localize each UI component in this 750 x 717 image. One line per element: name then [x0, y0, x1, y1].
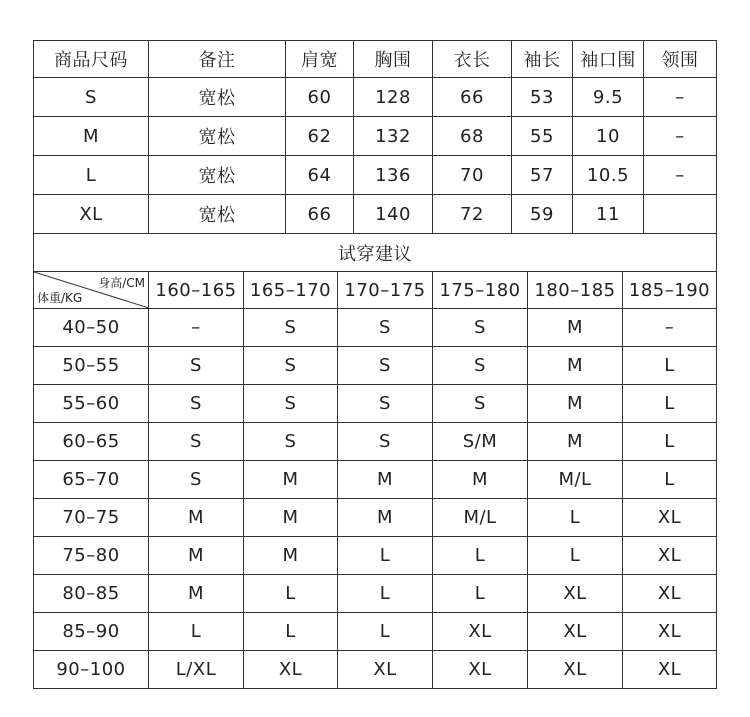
fit-size-cell: XL [622, 613, 717, 650]
fit-size-cell: M [148, 537, 243, 574]
fit-size-cell: L [622, 423, 717, 460]
fit-size-cell: L [337, 537, 432, 574]
sleeve-cell: 57 [511, 156, 572, 194]
fit-size-cell: L [432, 537, 527, 574]
fit-size-cell: S [243, 423, 337, 460]
fit-size-cell: L [243, 613, 337, 650]
fit-size-cell: – [622, 309, 717, 346]
header-sleeve: 袖长 [511, 41, 572, 77]
height-range-header: 175–180 [432, 272, 527, 308]
sleeve-cell: 53 [511, 78, 572, 116]
fit-size-cell: XL [527, 651, 622, 688]
fit-size-cell: L [243, 575, 337, 612]
fit-size-cell: M [527, 347, 622, 384]
fit-row [33, 613, 717, 651]
fit-size-cell: L [337, 575, 432, 612]
fit-guide-header-row [33, 272, 717, 309]
weight-cell: 40–50 [33, 309, 148, 346]
shoulder-cell: 60 [285, 78, 353, 116]
fit-size-cell: L [432, 575, 527, 612]
fit-size-cell: M [243, 537, 337, 574]
fit-size-cell: XL [622, 575, 717, 612]
fit-size-cell: M [337, 461, 432, 498]
fit-size-cell: S/M [432, 423, 527, 460]
header-size: 商品尺码 [33, 41, 148, 77]
size-cell: L [33, 156, 148, 194]
weight-cell: 55–60 [33, 385, 148, 422]
fit-size-cell: S [148, 385, 243, 422]
fit-size-cell: M [243, 461, 337, 498]
sleeve-cell: 59 [511, 195, 572, 233]
fit-size-cell: M [148, 499, 243, 536]
size-row [33, 156, 717, 195]
shoulder-cell: 64 [285, 156, 353, 194]
fit-row [33, 537, 717, 575]
fit-size-cell: XL [527, 613, 622, 650]
weight-cell: 60–65 [33, 423, 148, 460]
weight-cell: 50–55 [33, 347, 148, 384]
fit-size-cell: M [243, 499, 337, 536]
height-range-header: 185–190 [622, 272, 717, 308]
fit-row [33, 385, 717, 423]
note-cell: 宽松 [148, 195, 285, 233]
length-cell: 72 [432, 195, 511, 233]
fit-size-cell: S [432, 309, 527, 346]
fit-row [33, 347, 717, 385]
fit-size-cell: L [622, 461, 717, 498]
note-cell: 宽松 [148, 78, 285, 116]
note-cell: 宽松 [148, 156, 285, 194]
weight-cell: 70–75 [33, 499, 148, 536]
fit-size-cell: M [432, 461, 527, 498]
fit-guide-title: 试穿建议 [33, 234, 717, 271]
fit-size-cell: L [527, 499, 622, 536]
fit-size-cell: L/XL [148, 651, 243, 688]
fit-size-cell: XL [622, 651, 717, 688]
size-header-row [33, 40, 717, 78]
note-cell: 宽松 [148, 117, 285, 155]
size-chart [33, 40, 717, 689]
fit-size-cell: S [148, 423, 243, 460]
size-row [33, 117, 717, 156]
size-row [33, 195, 717, 234]
length-cell: 66 [432, 78, 511, 116]
collar-cell [643, 195, 717, 233]
fit-size-cell: S [432, 385, 527, 422]
size-row [33, 78, 717, 117]
height-range-header: 160–165 [148, 272, 243, 308]
weight-axis-label: 体重/KG [37, 291, 83, 305]
fit-size-cell: S [337, 309, 432, 346]
fit-size-cell: M [527, 309, 622, 346]
fit-size-cell: S [337, 347, 432, 384]
fit-size-cell: L [622, 385, 717, 422]
fit-size-cell: M/L [527, 461, 622, 498]
height-range-header: 180–185 [527, 272, 622, 308]
fit-row [33, 423, 717, 461]
height-axis-label: 身高/CM [98, 276, 145, 290]
fit-size-cell: S [432, 347, 527, 384]
fit-size-cell: XL [622, 499, 717, 536]
fit-size-cell: M/L [432, 499, 527, 536]
fit-size-cell: S [243, 347, 337, 384]
fit-size-cell: S [148, 347, 243, 384]
fit-size-cell: L [148, 613, 243, 650]
fit-size-cell: – [148, 309, 243, 346]
fit-size-cell: L [527, 537, 622, 574]
collar-cell: – [643, 156, 717, 194]
fit-row [33, 461, 717, 499]
fit-row [33, 651, 717, 689]
weight-cell: 65–70 [33, 461, 148, 498]
header-shoulder: 肩宽 [285, 41, 353, 77]
weight-cell: 90–100 [33, 651, 148, 688]
size-cell: XL [33, 195, 148, 233]
fit-size-cell: M [527, 423, 622, 460]
chest-cell: 136 [353, 156, 432, 194]
header-cuff: 袖口围 [572, 41, 643, 77]
corner-cell [33, 272, 148, 308]
fit-row [33, 309, 717, 347]
fit-size-cell: L [622, 347, 717, 384]
fit-size-cell: M [337, 499, 432, 536]
size-cell: S [33, 78, 148, 116]
cuff-cell: 11 [572, 195, 643, 233]
sleeve-cell: 55 [511, 117, 572, 155]
fit-guide-title-row [33, 234, 717, 272]
fit-size-cell: XL [243, 651, 337, 688]
header-chest: 胸围 [353, 41, 432, 77]
length-cell: 68 [432, 117, 511, 155]
length-cell: 70 [432, 156, 511, 194]
cuff-cell: 10.5 [572, 156, 643, 194]
fit-size-cell: XL [527, 575, 622, 612]
fit-size-cell: XL [432, 651, 527, 688]
weight-cell: 80–85 [33, 575, 148, 612]
cuff-cell: 10 [572, 117, 643, 155]
fit-size-cell: S [243, 385, 337, 422]
fit-row [33, 499, 717, 537]
header-length: 衣长 [432, 41, 511, 77]
fit-size-cell: L [337, 613, 432, 650]
shoulder-cell: 62 [285, 117, 353, 155]
cuff-cell: 9.5 [572, 78, 643, 116]
height-range-header: 170–175 [337, 272, 432, 308]
chest-cell: 132 [353, 117, 432, 155]
header-collar: 领围 [643, 41, 717, 77]
shoulder-cell: 66 [285, 195, 353, 233]
fit-size-cell: M [148, 575, 243, 612]
collar-cell: – [643, 117, 717, 155]
chest-cell: 140 [353, 195, 432, 233]
weight-cell: 75–80 [33, 537, 148, 574]
fit-size-cell: S [243, 309, 337, 346]
fit-size-cell: XL [622, 537, 717, 574]
fit-size-cell: XL [337, 651, 432, 688]
chest-cell: 128 [353, 78, 432, 116]
fit-size-cell: S [337, 423, 432, 460]
weight-cell: 85–90 [33, 613, 148, 650]
fit-size-cell: S [337, 385, 432, 422]
size-cell: M [33, 117, 148, 155]
fit-size-cell: M [527, 385, 622, 422]
height-range-header: 165–170 [243, 272, 337, 308]
header-note: 备注 [148, 41, 285, 77]
fit-size-cell: XL [432, 613, 527, 650]
collar-cell: – [643, 78, 717, 116]
fit-row [33, 575, 717, 613]
fit-size-cell: S [148, 461, 243, 498]
